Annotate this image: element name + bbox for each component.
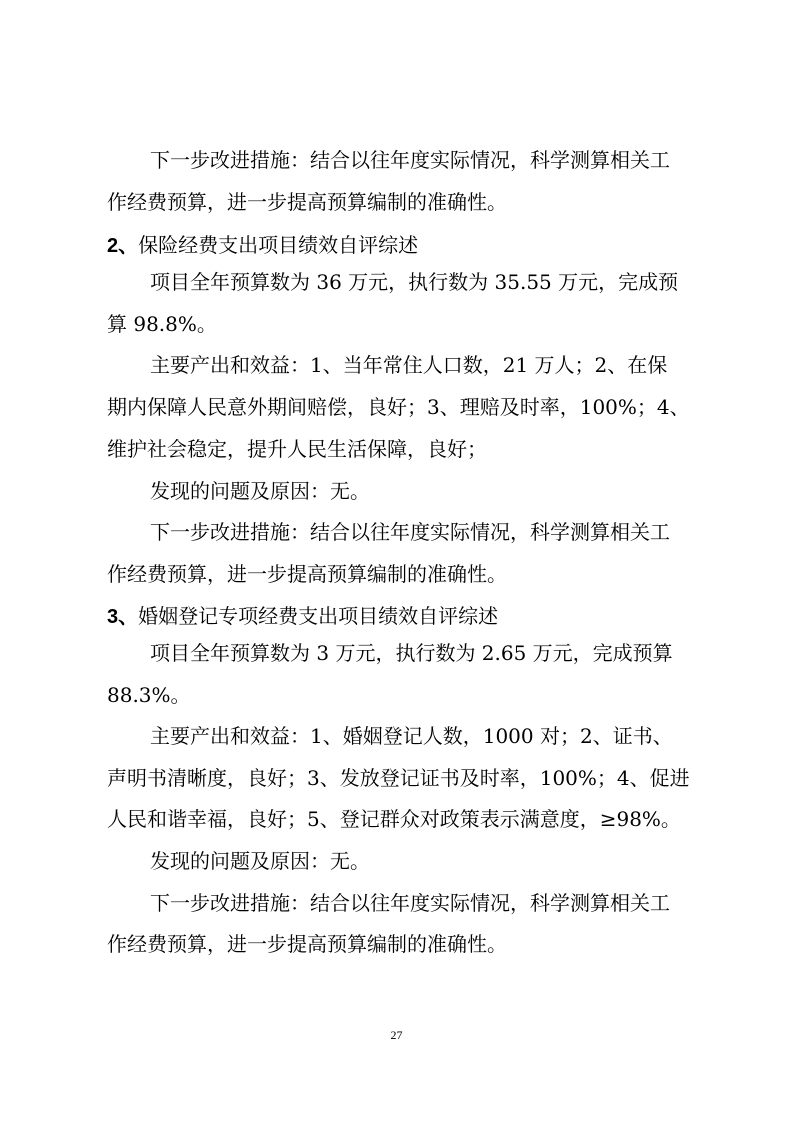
paragraph-line: 主要产出和效益：1、婚姻登记人数，1000 对；2、证书、 [150,724,673,748]
section-heading-text: 婚姻登记专项经费支出项目绩效自评综述 [138,604,499,628]
paragraph-line: 下一步改进措施：结合以往年度实际情况，科学测算相关工 [150,148,670,172]
section-heading-number: 2、 [107,235,139,257]
paragraph-line: 作经费预算，进一步提高预算编制的准确性。 [107,190,507,214]
paragraph-line: 人民和谐幸福，良好；5、登记群众对政策表示满意度，≥98%。 [107,807,681,831]
paragraph-line: 声明书清晰度，良好；3、发放登记证书及时率，100%；4、促进 [107,766,690,790]
paragraph-line: 维护社会稳定，提升人民生活保障，良好； [107,437,487,461]
paragraph-line: 期内保障人民意外期间赔偿，良好；3、理赔及时率，100%；4、 [107,395,690,419]
section-heading-number: 3、 [107,606,139,628]
paragraph-line: 作经费预算，进一步提高预算编制的准确性。 [107,562,507,586]
paragraph-line: 发现的问题及原因：无。 [150,849,370,873]
paragraph-line: 项目全年预算数为 36 万元，执行数为 35.55 万元，完成预 [150,270,679,294]
paragraph-line: 下一步改进措施：结合以往年度实际情况，科学测算相关工 [150,891,670,915]
section-heading-text: 保险经费支出项目绩效自评综述 [138,233,419,257]
paragraph-line: 作经费预算，进一步提高预算编制的准确性。 [107,932,507,956]
section-heading-3 [107,604,498,629]
page-number: 27 [390,1028,403,1042]
paragraph-line: 算 98.8%。 [107,312,217,336]
paragraph-line: 项目全年预算数为 3 万元，执行数为 2.65 万元，完成预算 [150,641,673,665]
paragraph-line: 下一步改进措施：结合以往年度实际情况，科学测算相关工 [150,520,670,544]
section-heading-2 [107,233,418,258]
paragraph-line: 发现的问题及原因：无。 [150,479,370,503]
paragraph-line: 主要产出和效益：1、当年常住人口数，21 万人；2、在保 [150,353,668,377]
paragraph-line: 88.3%。 [107,683,191,707]
